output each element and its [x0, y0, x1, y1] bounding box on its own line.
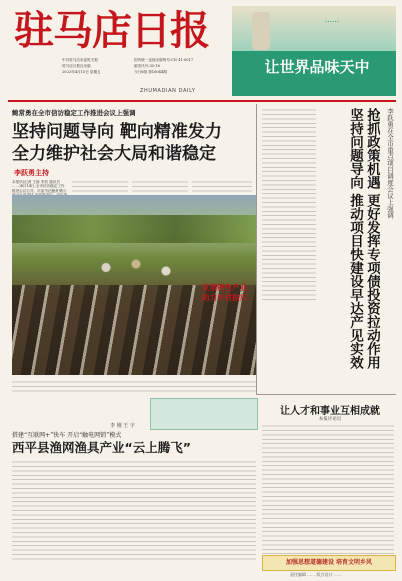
footer-page-info: 责任编辑 …… 版式设计 ……	[290, 572, 342, 577]
sidebar-top-rule	[256, 394, 396, 395]
info-line: 邮发代号:35-16	[134, 64, 160, 68]
right-kicker: 李跃勇在全市重点项目调度会议上强调	[386, 108, 394, 219]
info-line: 2022年4月15日 星期五	[62, 70, 101, 74]
right-headline: 抢抓政策机遇 更好发挥专项债投资拉动作用 坚持问题导向 推动项目快建设早达产见实效	[347, 108, 380, 370]
footer-banner	[262, 555, 396, 571]
photo-caption-box	[202, 283, 250, 311]
sidebar-headline: 让人才和事业互相成就	[280, 406, 380, 417]
ad-slogan: 让世界品味天中	[264, 58, 370, 76]
right-body	[262, 108, 316, 303]
bottom-body	[12, 460, 256, 560]
bottle-icon	[252, 12, 270, 50]
workers	[82, 250, 202, 285]
bottom-headline: 西平县渔网渔具产业“云上腾飞”	[12, 440, 191, 455]
info-line: 中共驻马店市委机关报	[62, 58, 98, 62]
bottom-kicker: 搭建“互联网+”快车 开启“触电网销”模式	[12, 432, 122, 439]
ad-brand: ……	[325, 16, 339, 24]
lead-body: 本报讯(记者 王娇 李贺 通讯员 ……)4月14日,全市信访稳定工作推进会议召开。市委书记鲍常勇出	[12, 180, 66, 193]
info-line: 国内统一连续出版物号:CN 41-0017	[134, 58, 194, 62]
lead-headline-2: 全力维护社会大局和谐稳定	[12, 144, 216, 164]
column-divider	[256, 104, 257, 394]
farm-photo	[12, 195, 256, 375]
sidebar-body	[262, 424, 394, 554]
lead-byline: 李跃勇主持	[14, 168, 49, 177]
bottom-byline: 李 刚 王 宇	[110, 423, 135, 429]
photo-caption-text	[12, 380, 256, 394]
footer-banner-text: 加强思想道德建设 培育文明乡风	[285, 559, 373, 566]
photo-caption-title: 发展特色产业	[202, 283, 247, 292]
ad-banner	[232, 6, 396, 96]
masthead-rule	[8, 100, 396, 102]
lead-headline-1: 坚持问题导向 靶向精准发力	[12, 122, 222, 142]
masthead-title: 驻马店日报	[14, 7, 209, 54]
masthead-pinyin: ZHUMADIAN DAILY	[140, 88, 196, 94]
tree-line	[12, 215, 256, 243]
sidebar-byline: 本报评论员	[318, 417, 342, 422]
info-line: 驻马店日报社出版	[62, 64, 91, 68]
lead-kicker: 鲍常勇在全市信访稳定工作推进会议上强调	[12, 109, 136, 117]
info-line: 今日8版 第16044期	[134, 70, 167, 74]
photo-caption-sub: 助力乡村振兴	[202, 293, 247, 302]
